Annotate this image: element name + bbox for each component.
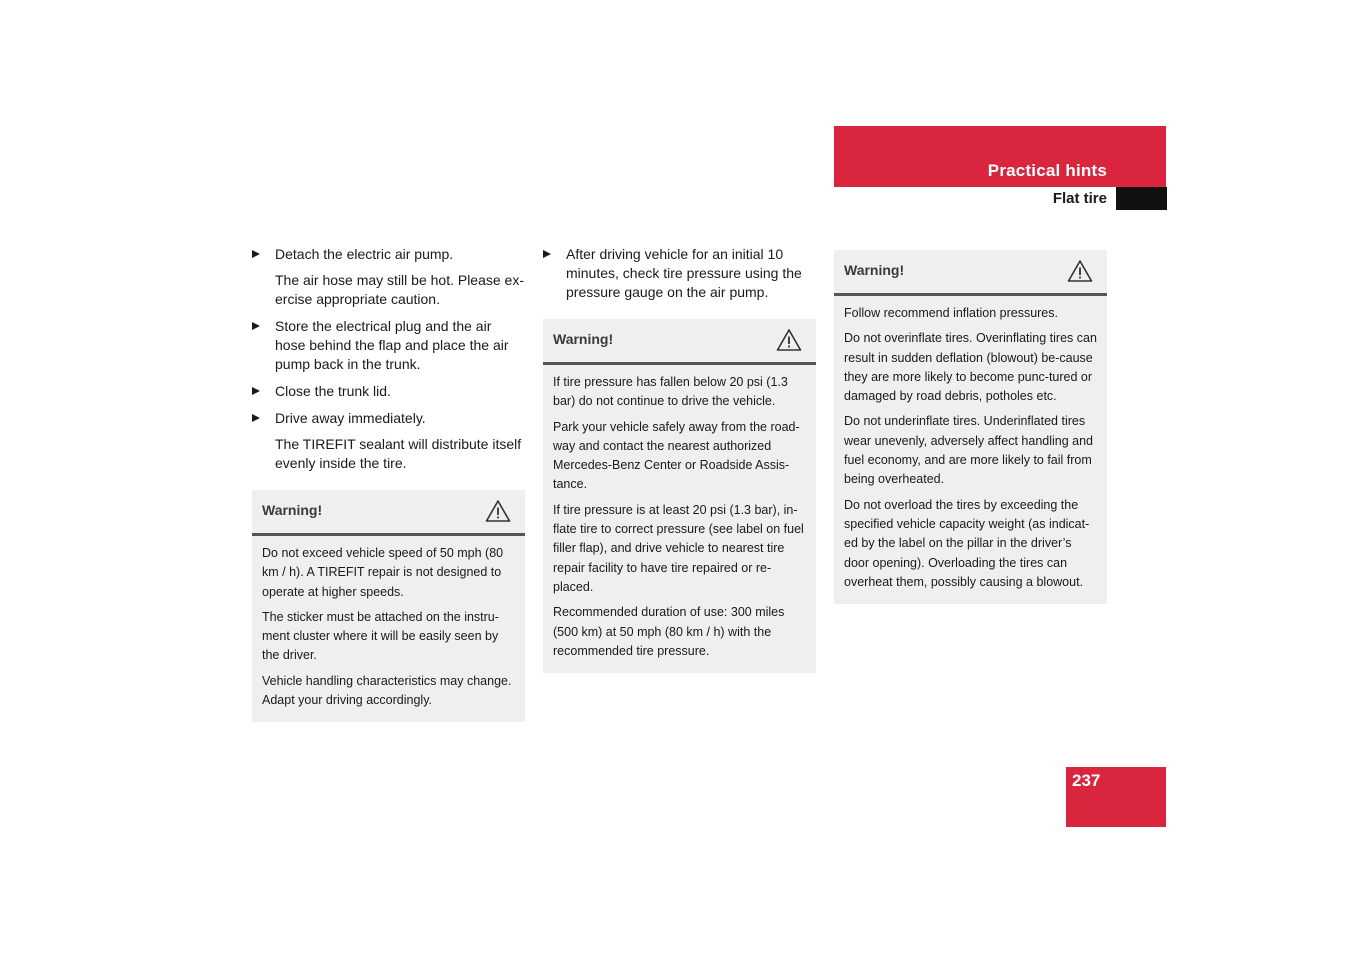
step-text: Drive away immediately. <box>275 410 426 426</box>
warning-header <box>834 250 1107 296</box>
page-number: 237 <box>1072 771 1101 790</box>
warning-title: Warning! <box>262 502 323 518</box>
section-title: Practical hints <box>987 161 1107 180</box>
warning-paragraph: Park your vehicle safely away from the road-way and contact the nearest authorized Mercedes-Benz Center or Roadside Assis-tance. <box>553 419 800 492</box>
warning-body <box>834 296 1107 604</box>
warning-header <box>252 490 525 536</box>
warning-header <box>543 319 816 365</box>
instruction-step <box>252 245 525 264</box>
warning-paragraph: Follow recommend inflation pressures. <box>844 306 1058 320</box>
bullet-arrow-icon <box>252 250 260 258</box>
section-header <box>834 126 1166 187</box>
warning-title: Warning! <box>844 262 905 278</box>
step-note: The TIREFIT sealant will distribute itself evenly inside the tire. <box>275 436 522 471</box>
warning-paragraph: Do not exceed vehicle speed of 50 mph (80 km / h). A TIREFIT repair is not designed to operate at higher speeds. <box>262 546 504 599</box>
step-text: Store the electrical plug and the air hose behind the flap and place the air pump back in the trunk. <box>275 318 509 372</box>
warning-box <box>834 250 1107 604</box>
warning-paragraph: Recommended duration of use: 300 miles (500 km) at 50 mph (80 km / h) with the recommended tire pressure. <box>553 605 785 658</box>
instruction-step <box>252 382 525 401</box>
subsection-title: Flat tire <box>1052 190 1107 207</box>
warning-paragraph: If tire pressure has fallen below 20 psi (1.3 bar) do not continue to drive the vehicle. <box>553 375 788 409</box>
warning-body <box>543 365 816 673</box>
column-3 <box>834 250 1107 604</box>
step-text: Detach the electric air pump. <box>275 246 454 262</box>
warning-paragraph: Do not underinflate tires. Underinflated tires wear unevenly, adversely affect handling and fuel economy, and are more likely to fail from being overheated. <box>844 414 1094 487</box>
warning-paragraph: Do not overinflate tires. Overinflating tires can result in sudden deflation (blowout) be-cause they are more likely to become punc-tured or damaged by road debris, potholes etc. <box>844 331 1097 404</box>
bullet-arrow-icon <box>252 387 260 395</box>
warning-paragraph: Do not overload the tires by exceeding the specified vehicle capacity weight (as indicat-ed by the label on the pillar in the driver’s door opening). Overloading the tires can overheat them, possibly causing a blowout. <box>844 497 1090 589</box>
warning-triangle-icon <box>1067 259 1093 288</box>
instruction-step <box>252 409 525 428</box>
bullet-arrow-icon <box>252 414 260 422</box>
warning-title: Warning! <box>553 331 614 347</box>
step-text: After driving vehicle for an initial 10 minutes, check tire pressure using the pressure gauge on the air pump. <box>566 246 802 300</box>
warning-triangle-icon <box>485 499 511 528</box>
section-tab-marker <box>1116 187 1167 210</box>
bullet-arrow-icon <box>543 250 551 258</box>
warning-paragraph: If tire pressure is at least 20 psi (1.3 bar), in-flate tire to correct pressure (see label on fuel filler flap), and drive vehicle to nearest tire repair facility to have tire repaired or re-placed. <box>553 502 804 594</box>
warning-triangle-icon <box>776 328 802 357</box>
warning-box <box>252 490 525 722</box>
bullet-arrow-icon <box>252 322 260 330</box>
step-text: Close the trunk lid. <box>275 383 391 399</box>
warning-paragraph: The sticker must be attached on the instru-ment cluster where it will be easily seen by the driver. <box>262 609 499 663</box>
warning-box <box>543 319 816 673</box>
page-number-box <box>1066 767 1166 827</box>
instruction-step <box>252 317 525 374</box>
column-2 <box>543 245 816 673</box>
warning-body <box>252 536 525 722</box>
step-note: The air hose may still be hot. Please ex-ercise appropriate caution. <box>275 272 525 307</box>
warning-paragraph: Vehicle handling characteristics may change. Adapt your driving accordingly. <box>262 673 512 708</box>
instruction-step <box>543 245 816 302</box>
column-1 <box>252 245 525 722</box>
